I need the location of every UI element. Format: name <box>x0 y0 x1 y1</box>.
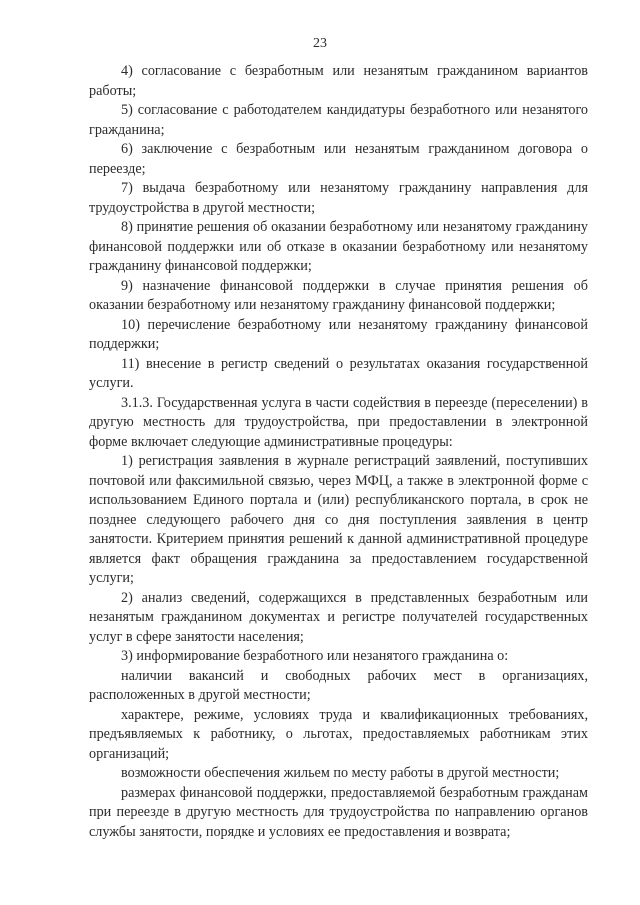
paragraph-item-6: 6) заключение с безработным или незанятым гражданином договора о переезде; <box>89 141 588 177</box>
paragraph-item-7: 7) выдача безработному или незанятому гражданину направления для трудоустройства в другой местности; <box>89 180 588 216</box>
document-body <box>89 62 588 842</box>
paragraph-item-5: 5) согласование с работодателем кандидатуры безработного или незанятого гражданина; <box>89 102 588 138</box>
paragraph-item-9: 9) назначение финансовой поддержки в случае принятия решения об оказании безработному или незанятому гражданину финансовой поддержки; <box>89 277 588 313</box>
info-housing: возможности обеспечения жильем по месту работы в другой местности; <box>121 765 560 781</box>
info-vacancies: наличии вакансий и свободных рабочих мест в организациях, расположенных в другой местности; <box>89 667 588 703</box>
procedure-item-2: 2) анализ сведений, содержащихся в представленных безработным или незанятым гражданином документах и регистре получателей государственных услуг в сфере занятости населения; <box>89 589 588 645</box>
paragraph-item-11: 11) внесение в регистр сведений о результатах оказания государственной услуги. <box>89 355 588 391</box>
paragraph-item-8: 8) принятие решения об оказании безработному или незанятому гражданину финансовой поддержки или об отказе в оказании безработному или незанятому гражданину финансовой поддержки; <box>89 219 588 274</box>
section-3-1-3: 3.1.3. Государственная услуга в части содействия в переезде (переселении) в другую местность для трудоустройства, при предоставлении в электронной форме включает следующие административные процедуры: <box>89 394 588 450</box>
paragraph-item-10: 10) перечисление безработному или незанятому гражданину финансовой поддержки; <box>89 316 588 352</box>
procedure-item-1: 1) регистрация заявления в журнале регистраций заявлений, поступивших почтовой или факсимильной связью, через МФЦ, а также в электронной форме с использованием Единого портала и (или) республиканского портала, в срок не позднее следующего рабочего дня со дня поступления заявления в центр занятости. Критерием принятия решений к данной административной процедуре является факт обращения гражданина за предоставлением государственной услуги; <box>89 453 588 586</box>
info-financial-support: размерах финансовой поддержки, предоставляемой безработным гражданам при переезде в другую местность для трудоустройства по направлению органов службы занятости, порядке и условиях ее предоставления и возврата; <box>89 784 588 840</box>
page-number: 23 <box>313 36 327 51</box>
procedure-item-3: 3) информирование безработного или незанятого гражданина о: <box>121 648 509 664</box>
paragraph-item-4: 4) согласование с безработным или незанятым гражданином вариантов работы; <box>89 63 588 99</box>
info-working-conditions: характере, режиме, условиях труда и квалификационных требованиях, предъявляемых к работнику, о льготах, предоставляемых работникам этих организаций; <box>89 706 588 762</box>
